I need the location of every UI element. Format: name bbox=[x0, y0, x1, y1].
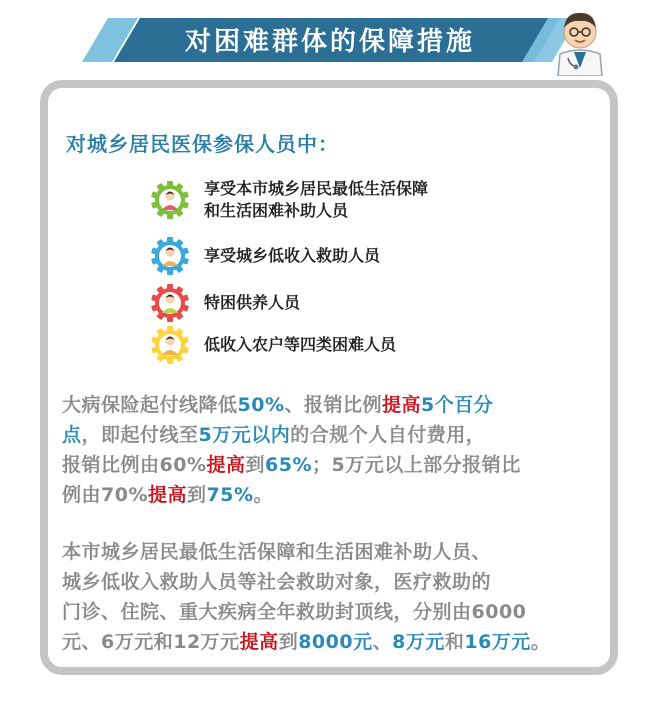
gear-person-icon bbox=[150, 236, 190, 276]
paragraph-line bbox=[62, 537, 610, 567]
paragraph-line bbox=[62, 390, 610, 420]
highlight-text: 8万元 bbox=[392, 631, 445, 653]
group-label-line: 特困供养人员 bbox=[204, 293, 301, 312]
paragraph-text: 到 bbox=[245, 454, 266, 476]
highlight-text: 50% bbox=[237, 394, 285, 416]
paragraph-text: 和 bbox=[444, 631, 465, 653]
group-label bbox=[204, 334, 396, 356]
group-label-line: 享受城乡低收入救助人员 bbox=[204, 246, 381, 265]
paragraph-line bbox=[62, 450, 610, 480]
highlight-text: 8000元 bbox=[298, 631, 373, 653]
highlight-text: 提高 bbox=[206, 454, 246, 476]
group-label-line: 低收入农户等四类困难人员 bbox=[204, 335, 397, 354]
paragraph-text: ；5万元以上部分报销比 bbox=[312, 454, 521, 476]
highlight-text: 提高 bbox=[147, 484, 187, 506]
highlight-text: 提高 bbox=[239, 631, 279, 653]
paragraph-line bbox=[62, 567, 610, 597]
highlight-text: 提高 bbox=[382, 394, 422, 416]
paragraph-text: 报销比例由60% bbox=[62, 454, 207, 476]
group-label bbox=[204, 178, 428, 222]
paragraph-text: 本市城乡居民最低生活保障和生活困难补助人员、 bbox=[62, 541, 492, 563]
paragraph-text: 城乡低收入救助人员等社会救助对象，医疗救助的 bbox=[62, 571, 492, 593]
group-label-line: 享受本市城乡居民最低生活保障 bbox=[204, 179, 429, 198]
paragraph-text: 大病保险起付线降低 bbox=[62, 394, 238, 416]
paragraph-text: 到 bbox=[278, 631, 299, 653]
medical-aid-paragraph bbox=[62, 537, 610, 657]
group-label bbox=[204, 292, 300, 314]
highlight-text: 5个百分 bbox=[421, 394, 494, 416]
paragraph-line bbox=[62, 627, 610, 657]
paragraph-text: 、 bbox=[372, 631, 393, 653]
doctor-mascot-icon bbox=[548, 2, 612, 76]
group-label-line: 和生活困难补助人员 bbox=[204, 201, 349, 220]
gear-person-icon bbox=[150, 325, 190, 365]
section-subtitle: 对城乡居民医保参保人员中： bbox=[66, 132, 339, 156]
highlight-text: 65% bbox=[265, 454, 312, 476]
gear-person-icon bbox=[150, 180, 190, 220]
paragraph-text: 例由70% bbox=[62, 484, 148, 506]
paragraph-text: 、报销比例 bbox=[284, 394, 383, 416]
highlight-text: 点 bbox=[62, 424, 82, 446]
paragraph-text: 到 bbox=[187, 484, 207, 506]
highlight-text: 16万元 bbox=[464, 631, 531, 653]
paragraph-text: 。 bbox=[253, 484, 274, 506]
paragraph-text: ，即起付线至 bbox=[81, 424, 199, 446]
page-title: 对困难群体的保障措施 bbox=[184, 27, 475, 57]
paragraph-text: 。 bbox=[530, 631, 551, 653]
highlight-text: 5万元以内 bbox=[198, 424, 291, 446]
paragraph-line bbox=[62, 597, 610, 627]
paragraph-text: 的合规个人自付费用， bbox=[290, 424, 486, 446]
paragraph-text: 元、6万元和12万元 bbox=[62, 631, 240, 653]
paragraph-line bbox=[62, 420, 610, 450]
paragraph-line bbox=[62, 480, 610, 510]
highlight-text: 75% bbox=[206, 484, 254, 506]
gear-person-icon bbox=[150, 283, 190, 323]
group-label bbox=[204, 245, 380, 267]
paragraph-text: 门诊、住院、重大疾病全年救助封顶线，分别由6000 bbox=[62, 601, 527, 623]
major-illness-paragraph bbox=[62, 390, 610, 510]
